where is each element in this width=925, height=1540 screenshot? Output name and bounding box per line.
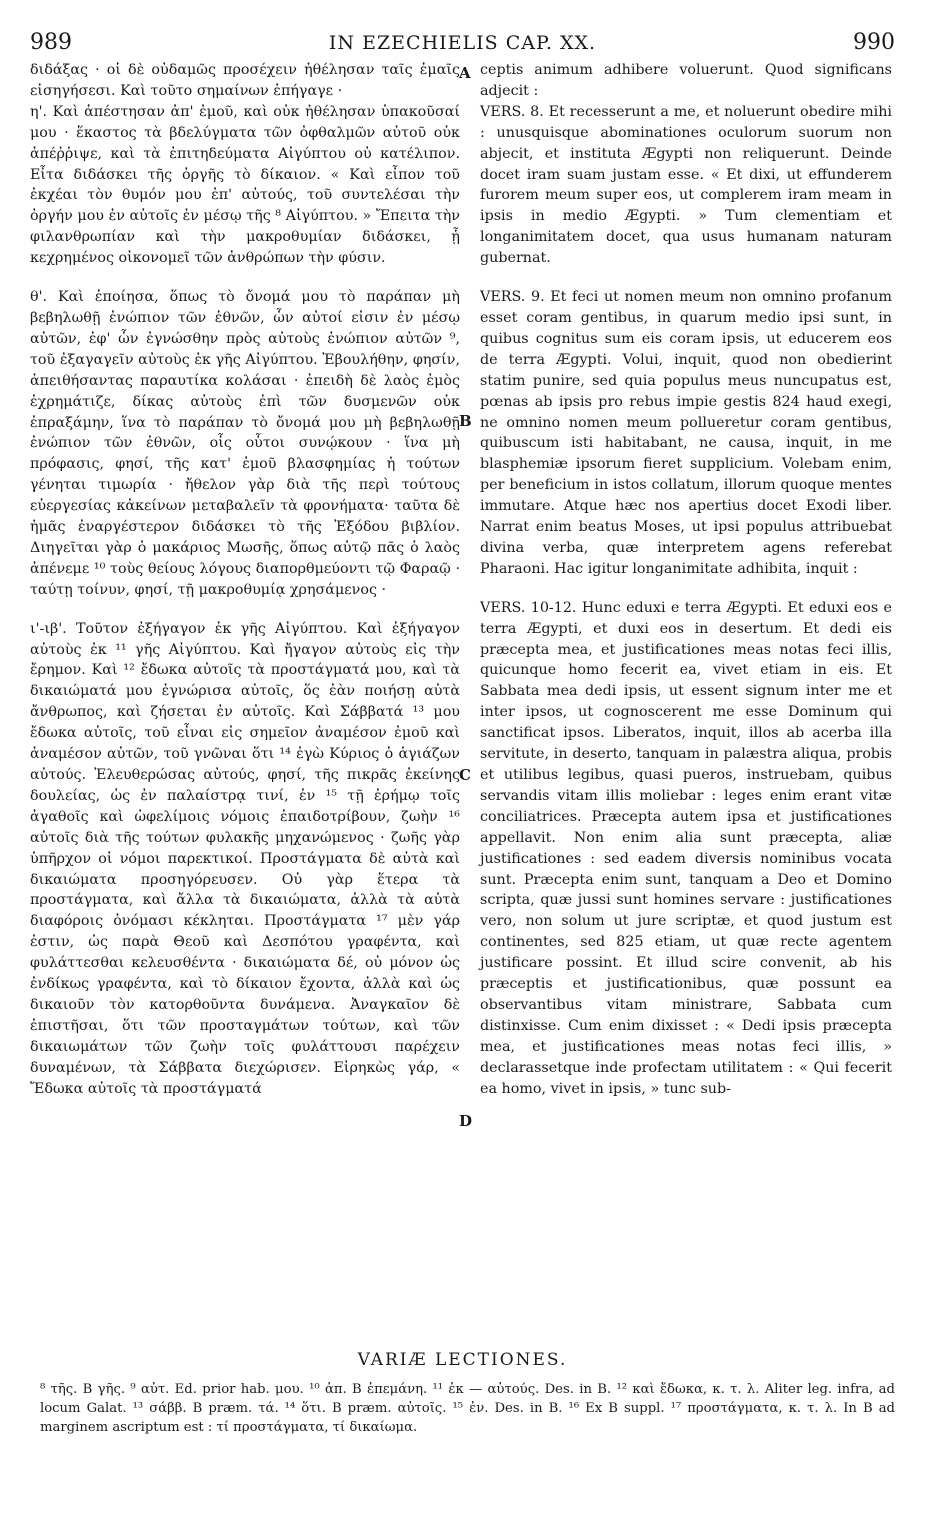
margin-letter: D [459, 1112, 473, 1130]
latin-column [480, 60, 892, 1100]
margin-letter: C [459, 766, 471, 784]
right-page-number: 990 [853, 30, 895, 55]
variae-lectiones-notes: ⁸ τῆς. B γῆς. ⁹ αὐτ. Ed. prior hab. μου. ¹⁰ ἀπ. B ἐπεμάνη. ¹¹ ἐκ — αὐτούς. Des. in B. ¹² καὶ ἔδωκα, κ. τ. λ. Aliter leg. infra, ad locum Galat. ¹³ σάββ. B præm. τά. ¹⁴ ὅτι. B præm. αὐτοῖς. ¹⁵ ἐν. Des. in B. ¹⁶ Ex B suppl. ¹⁷ προστάγματα, κ. τ. λ. In B ad marginem ascriptum est : τί προστάγματα, τί δικαίωμα. [40, 1382, 895, 1435]
greek-paragraph: διδάξας · οἱ δὲ οὐδαμῶς προσέχειν ἠθέλησαν ταῖς ἐμαῖς εἰσηγήσεσι. Καὶ τοῦτο σημαίνων ἐπήγαγε · [30, 62, 460, 99]
page-header [30, 30, 895, 56]
latin-paragraph: ceptis animum adhibere voluerunt. Quod significans adjecit : [480, 62, 892, 99]
margin-letter: A [459, 64, 471, 82]
running-title: IN EZECHIELIS CAP. XX. [328, 32, 597, 54]
greek-column [30, 60, 460, 1100]
variae-lectiones-heading: VARIÆ LECTIONES. [357, 1350, 568, 1370]
latin-paragraph: VERS. 9. Et feci ut nomen meum non omnino profanum esset coram gentibus, in quarum medio ipsi sunt, in quibus cognitus sum eis coram ipsis, ut educerem eos de terra Ægypti. Volui, inquit, quod non obedierint statim punire, sed quia populus meus nuncupatus est, pœnas ab ipsis pro rebus impie gestis 824 haud exegi, ne omnino nomen meum pollueretur coram gentibus, quibuscum isti habitabant, ne causa, inquit, in me blasphemiæ ipsorum fieret supplicium. Volebam enim, per beneficium in istos collatum, illorum quoque mentes immutare. Atque hæc nos apertius docet Exodi liber. Narrat enim beatus Moses, ut ipsi populus attribuebat divina verba, quæ interpretem agens referebat Pharaoni. Hac igitur longanimitate adhibita, inquit : [480, 289, 892, 577]
latin-paragraph: VERS. 10-12. Hunc eduxi e terra Ægypti. Et eduxi eos e terra Ægypti, et duxi eos in desertum. Et dedi eis præcepta mea, et justificationes meas notas feci illis, quicunque homo fecerit ea, vivet etiam in eis. Et Sabbata mea dedi ipsis, ut essent signum inter me et inter ipsos, ut cognoscerent me esse Dominum qui sanctificat ipsos. Liberatos, inquit, illos ab acerba illa servitute, in deserto, tanquam in palæstra aliqua, probis et utilibus legibus, quasi pueros, instruebam, quibus servandis vitam illis moliebar : leges enim erant vitæ conciliatrices. Præcepta autem ipsa et justificationes appellavit. Non enim alia sunt præcepta, aliæ justificationes : sed eadem diversis nominibus vocata sunt. Præcepta enim sunt, tanquam a Deo et Domino scripta, quæ jussi sunt homines servare : justificationes vero, non solum ut jure scriptæ, et quod justum est continentes, sed 825 etiam, ut quæ recte agentem justificare possint. Et illud scire convenit, ab his præceptis et justificationibus, quæ possunt ea observantibus vitam ministrare, Sabbata cum distinxisse. Cum enim dixisset : « Dedi ipsis præcepta mea, et justificationes meas notas feci illis, » declarassetque inde profectam utilitatem : « Qui fecerit ea homo, vivet in ipsis, » tunc sub- [480, 599, 892, 1097]
left-page-number: 989 [30, 30, 72, 55]
greek-paragraph: ι'-ιβ'. Τοῦτον ἐξήγαγον ἐκ γῆς Αἰγύπτου. Καὶ ἐξήγαγον αὐτοὺς ἐκ ¹¹ γῆς Αἰγύπτου. Καὶ ἤγαγον αὐτοὺς εἰς τὴν ἔρημον. Καὶ ¹² ἔδωκα αὐτοῖς τὰ προστάγματά μου, καὶ τὰ δικαιώματά μου ἐγνώρισα αὐτοῖς, ὅς ἐὰν ποιήσῃ αὐτὰ ἄνθρωπος, καὶ ζήσεται ἐν αὐτοῖς. Καὶ Σάββατά ¹³ μου ἔδωκα αὐτοῖς, τοῦ εἶναι εἰς σημεῖον ἀναμέσον ἐμοῦ καὶ ἀναμέσον αὐτῶν, τοῦ γνῶναι ὅτι ¹⁴ ἐγὼ Κύριος ὁ ἁγιάζων αὐτούς. Ἐλευθερώσας αὐτούς, φησί, τῆς πικρᾶς ἐκείνης δουλείας, ὡς ἐν παλαίστρᾳ τινί, ἐν ¹⁵ τῇ ἐρήμῳ τοῖς ἀγαθοῖς καὶ ὠφελίμοις νόμοις ἐπαιδοτρίβουν, ζωὴν ¹⁶ αὐτοῖς διὰ τῆς τούτων φυλακῆς μηχανώμενος · ζωῆς γὰρ ὑπῆρχον οἱ νόμοι παρεκτικοί. Προστάγματα δὲ αὐτὰ καὶ δικαιώματα προσηγόρευσεν. Οὐ γὰρ ἕτερα τὰ προστάγματα, καὶ ἄλλα τὰ δικαιώματα, ἀλλὰ τὰ αὐτὰ διαφόροις ὀνόμασι κέκληται. Προστάγματα ¹⁷ μὲν γάρ ἐστιν, ὡς παρὰ Θεοῦ καὶ Δεσπότου γραφέντα, καὶ φυλάττεσθαι κελευσθέντα · δικαιώματα δέ, οὐ μόνον ὡς ἐνδίκως γραφέντα, καὶ τὸ δίκαιον ἔχοντα, ἀλλὰ καὶ ὡς δικαιοῦν τὸν κατορθοῦντα δυνάμενα. Ἀναγκαῖον δὲ ἐπιστῆσαι, ὅτι τῶν προσταγμάτων τούτων, καὶ τῶν δικαιωμάτων τῶν ζωὴν τοῖς φυλάττουσι παρέχειν δυναμένων, τὰ Σάββατα διεχώρισεν. Εἰρηκὼς γάρ, « Ἔδωκα αὐτοῖς τὰ προστάγματά [30, 620, 460, 1097]
margin-letter: B [459, 412, 472, 430]
greek-paragraph: η'. Καὶ ἀπέστησαν ἀπ' ἐμοῦ, καὶ οὐκ ἠθέλησαν ὑπακοῦσαί μου · ἕκαστος τὰ βδελύγματα τῶν ὀφθαλμῶν αὐτοῦ οὐκ ἀπέῤῥιψε, καὶ τὰ ἐπιτηδεύματα Αἰγύπτου οὐ κατέλιπον. Εἶτα διδάσκει τῆς ὀργῆς τὸ δίκαιον. « Καὶ εἶπον τοῦ ἐκχέαι τὸν θυμόν μου ἐπ' αὐτούς, τοῦ συντελέσαι τὴν ὀργήν μου ἐν αὐτοῖς ἐν μέσῳ τῆς ⁸ Αἰγύπτου. » Ἔπειτα τὴν φιλανθρωπίαν καὶ τὴν μακροθυμίαν διδάσκει, ᾗ κεχρημένος οἰκονομεῖ τῶν ἀνθρώπων τὴν φύσιν. [30, 103, 460, 267]
latin-paragraph: VERS. 8. Et recesserunt a me, et noluerunt obedire mihi : unusquisque abominationes oculorum suorum non abjecit, et instituta Ægypti non reliquerunt. Deinde docet iram suam justam esse. « Et dixi, ut effunderem furorem meum super eos, ut complerem iram meam in ipsis in medio Ægypti. » Tum clementiam et longanimitatem docet, qua usus humanam naturam gubernat. [480, 103, 892, 267]
greek-paragraph: θ'. Καὶ ἐποίησα, ὅπως τὸ ὄνομά μου τὸ παράπαν μὴ βεβηλωθῇ ἐνώπιον τῶν ἐθνῶν, ὧν αὐτοί εἰσιν ἐν μέσῳ αὐτῶν, ἐφ' ὧν ἐγνώσθην πρὸς αὐτοὺς ἐνώπιον αὐτῶν ⁹, τοῦ ἐξαγαγεῖν αὐτοὺς ἐκ γῆς Αἰγύπτου. Ἐβουλήθην, φησίν, ἀπειθήσαντας παραυτίκα κολάσαι · ἐπειδὴ δὲ λαὸς ἐμὸς ἐχρημάτιζε, δίκας αὐτοὺς ἐπὶ τῶν δυσμενῶν οὐκ ἐπραξάμην, ἵνα τὸ παράπαν τὸ ὄνομά μου μὴ βεβηλωθῇ ἐνώπιον τῶν ἐθνῶν, οἷς οὗτοι συνῴκουν · ἵνα μὴ πρόφασις, φησί, τῆς κατ' ἐμοῦ βλασφημίας ἡ τούτων γένηται τιμωρία · ἤθελον γὰρ διὰ τῆς περὶ τούτους εὐεργεσίας κἀκείνων μεταβαλεῖν τὰ φρονήματα· ταῦτα δὲ ἡμᾶς ἐναργέστερον διδάσκει τὸ τῆς Ἐξόδου βιβλίον. Διηγεῖται γὰρ ὁ μακάριος Μωσῆς, ὅπως αὐτῷ πᾶς ὁ λαὸς ἀπένεμε ¹⁰ τοὺς θείους λόγους διαπορθμεύοντι τῷ Φαραῷ · ταύτῃ τοίνυν, φησί, τῇ μακροθυμίᾳ χρησάμενος · [30, 289, 460, 598]
